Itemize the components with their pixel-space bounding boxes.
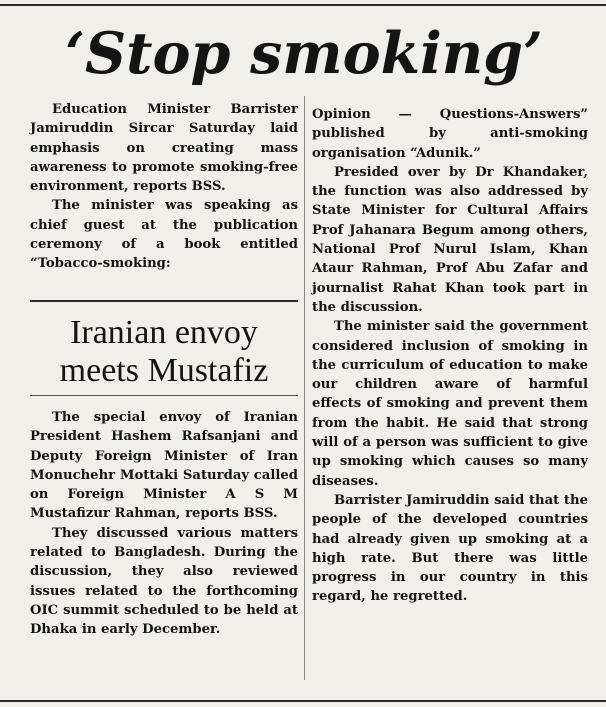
stop-smoking-story-left-column [30, 100, 298, 274]
column-divider [304, 96, 305, 680]
paragraph: Opinion — Questions-Answers” published by anti-smoking organisation “Adunik.” [312, 107, 588, 161]
main-headline: ‘Stop smoking’ [65, 20, 543, 87]
subhead-bottom-rule [30, 395, 298, 396]
paragraph: The minister said the government considered inclusion of smoking in the curriculum of education to make our children aware of harmful effects of smoking and prevent them from the habit. He said that strong will of a person was sufficient to give up smoking which causes so many diseases. [312, 319, 588, 489]
bottom-rule [0, 700, 606, 702]
paragraph: Barrister Jamiruddin said that the people of the developed countries had already given up smoking at a high rate. But there was little progress in our country in this regard, he regretted. [312, 492, 588, 605]
iranian-envoy-story [30, 408, 298, 640]
paragraph: They discussed various matters related to Bangladesh. During the discussion, they also reviewed issues related to the forthcoming OIC summit scheduled to be held at Dhaka in early December. [30, 525, 298, 638]
second-headline: Iranian envoy meets Mustafiz [59, 314, 269, 389]
top-rule [0, 4, 606, 6]
paragraph: The minister was speaking as chief guest at the publication ceremony of a book entitled “Tobacco-smoking: [30, 198, 298, 272]
subhead-top-rule [30, 300, 298, 302]
paragraph: Presided over by Dr Khandaker, the function was also addressed by State Minister for Cultural Affairs Prof Jahanara Begum among others, National Prof Nurul Islam, Khan Ataur Rahman, Prof Abu Zafar and journalist Rahat Khan took part in the discussion. [312, 164, 588, 315]
paragraph: Education Minister Barrister Jamiruddin Sircar Saturday laid emphasis on creating mass awareness to promote smoking-free environment, reports BSS. [30, 102, 298, 195]
stop-smoking-story-right-column [312, 105, 588, 607]
paragraph: The special envoy of Iranian President Hashem Rafsanjani and Deputy Foreign Minister of Iran Monuchehr Mottaki Saturday called on Foreign Minister A S M Mustafizur Rahman, reports BSS. [30, 410, 298, 522]
